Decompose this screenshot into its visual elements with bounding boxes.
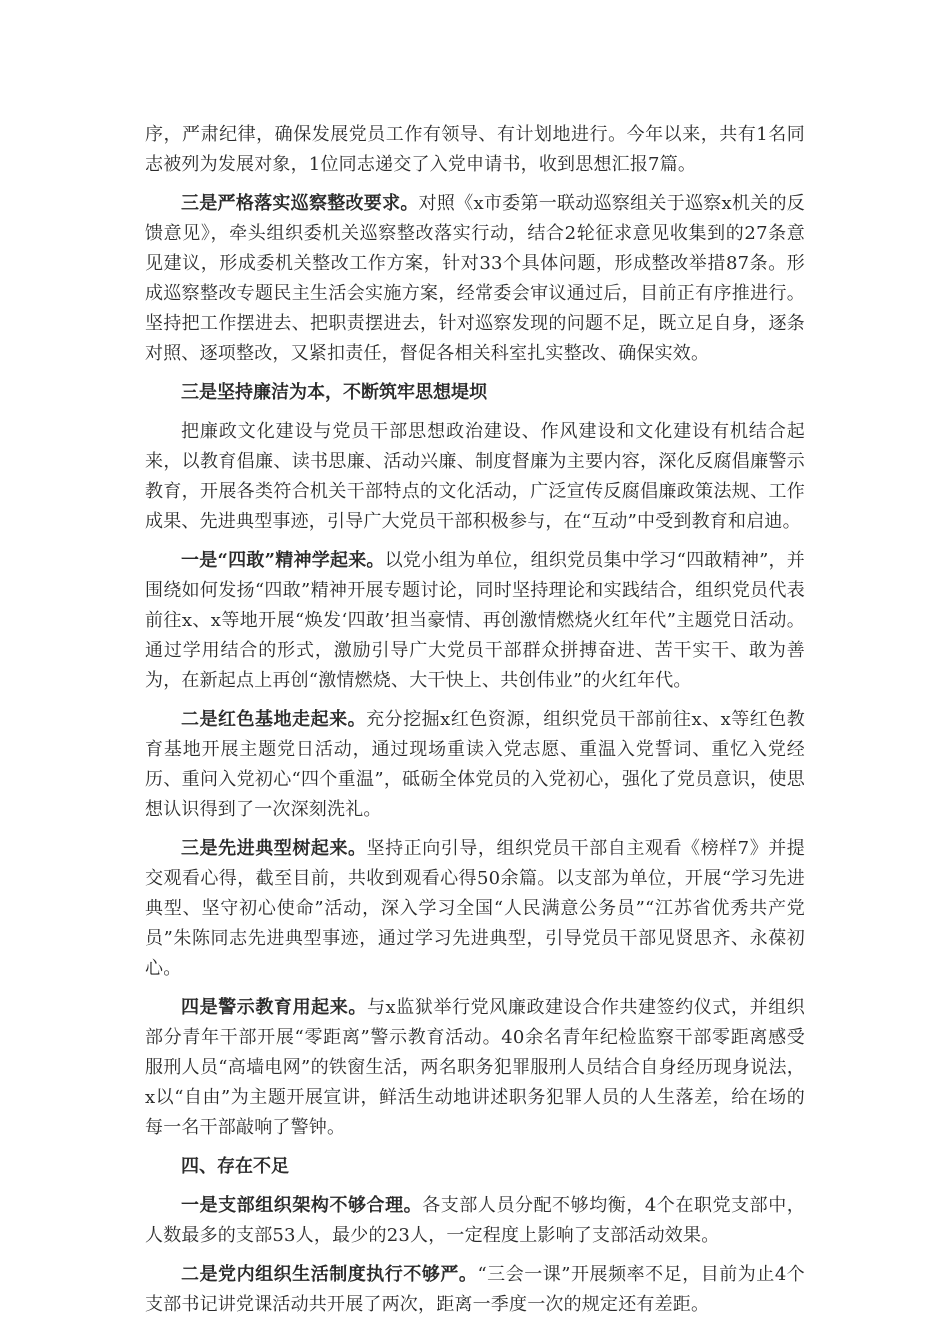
- paragraph-text: 对照《x市委第一联动巡察组关于巡察x机关的反馈意见》，牵头组织委机关巡察整改落实行动，结合2轮征求意见收集到的27条意见建议，形成委机关整改工作方案，针对33个具体问题，形成整改举措87条。形成巡察整改专题民主生活会实施方案，经常委会审议通过后，目前正有序推进行。坚持把工作摆进去、把职责摆进去，针对巡察发现的问题不足，既立足自身，逐条对照、逐项整改，又紧扣责任，督促各相关科室扎实整改、确保实效。: [145, 193, 806, 364]
- paragraph-text: 与x监狱举行党风廉政建设合作共建签约仪式，并组织部分青年干部开展“零距离”警示教育活动。40余名青年纪检监察干部零距离感受服刑人员“高墙电网”的铁窗生活，两名职务犯罪服刑人员结合自身经历现身说法，x以“自由”为主题开展宣讲，鲜活生动地讲述职务犯罪人员的人生落差，给在场的每一名干部敲响了警钟。: [145, 997, 805, 1138]
- paragraph-lead: 一是“四敢”精神学起来。: [181, 550, 385, 571]
- paragraph-text: 序，严肃纪律，确保发展党员工作有领导、有计划地进行。今年以来，共有1名同志被列为发展对象，1位同志递交了入党申请书，收到思想汇报7篇。: [145, 124, 805, 175]
- paragraph: [145, 705, 805, 825]
- paragraph: [145, 1191, 805, 1251]
- paragraph: [145, 834, 805, 984]
- paragraph-text: 把廉政文化建设与党员干部思想政治建设、作风建设和文化建设有机结合起来，以教育倡廉、读书思廉、活动兴廉、制度督廉为主要内容，深化反腐倡廉警示教育，开展各类符合机关干部特点的文化活动，广泛宣传反腐倡廉政策法规、工作成果、先进典型事迹，引导广大党员干部积极参与，在“互动”中受到教育和启迪。: [145, 421, 805, 532]
- paragraph-text: 以党小组为单位，组织党员集中学习“四敢精神”，并围绕如何发扬“四敢”精神开展专题讨论，同时坚持理论和实践结合，组织党员代表前往x、x等地开展“焕发‘四敢’担当豪情、再创激情燃烧火红年代”主题党日活动。通过学用结合的形式，激励引导广大党员干部群众拼搏奋进、苦干实干、敢为善为，在新起点上再创“激情燃烧、大干快上、共创伟业”的火红年代。: [145, 550, 805, 691]
- section-heading: 三是坚持廉洁为本，不断筑牢思想堤坝: [181, 382, 487, 403]
- paragraph-lead: 二是党内组织生活制度执行不够严。: [181, 1264, 478, 1285]
- paragraph-text: 各支部人员分配不够均衡，4个在职党支部中，人数最多的支部53人，最少的23人，一定程度上影响了支部活动效果。: [145, 1195, 805, 1246]
- paragraph-text: 充分挖掘x红色资源，组织党员干部前往x、x等红色教育基地开展主题党日活动，通过现场重读入党志愿、重温入党誓词、重忆入党经历、重问入党初心“四个重温”，砥砺全体党员的入党初心，强化了党员意识，使思想认识得到了一次深刻洗礼。: [145, 709, 806, 820]
- paragraph-text: 坚持正向引导，组织党员干部自主观看《榜样7》并提交观看心得，截至目前，共收到观看心得50余篇。以支部为单位，开展“学习先进典型、坚守初心使命”活动，深入学习全国“人民满意公务员”“江苏省优秀共产党员”朱陈同志先进典型事迹，通过学习先进典型，引导党员干部见贤思齐、永葆初心。: [145, 838, 806, 979]
- paragraph: [145, 1260, 805, 1320]
- paragraph: [145, 546, 805, 696]
- document-page: [145, 120, 805, 1329]
- section-heading: 四、存在不足: [181, 1156, 289, 1177]
- paragraph-text: “三会一课”开展频率不足，目前为止4个支部书记讲党课活动共开展了两次，距离一季度一次的规定还有差距。: [145, 1264, 806, 1315]
- paragraph: [145, 120, 805, 180]
- paragraph-lead: 四是警示教育用起来。: [181, 997, 367, 1018]
- paragraph: [145, 189, 805, 369]
- paragraph-lead: 一是支部组织架构不够合理。: [181, 1195, 423, 1216]
- paragraph-lead: 三是严格落实巡察整改要求。: [181, 193, 419, 214]
- paragraph-lead: 二是红色基地走起来。: [181, 709, 367, 730]
- paragraph: [145, 417, 805, 537]
- paragraph: [145, 993, 805, 1143]
- paragraph-lead: 三是先进典型树起来。: [181, 838, 367, 859]
